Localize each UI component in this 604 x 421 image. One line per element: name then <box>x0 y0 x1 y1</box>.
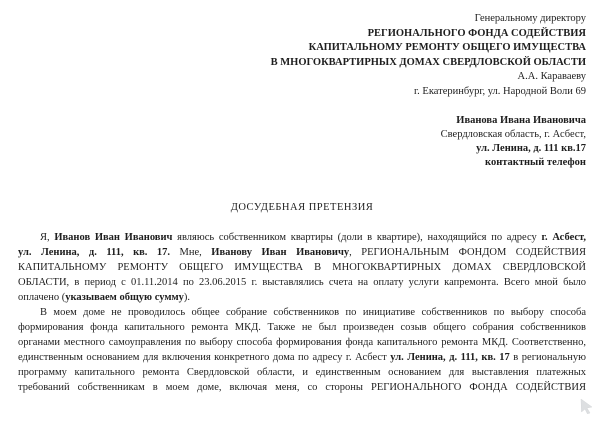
emphasized-text: указываем общую сумму <box>65 292 184 303</box>
text-segment: ОБЛАСТИ, в период с 01.11.2014 по 23.06.2015 г. выставлялись счета на оплату услуги капремонта. Всего мной было <box>18 277 586 288</box>
address-line: Иванова Ивана Ивановича <box>456 115 586 126</box>
text-segment: КАПИТАЛЬНОМУ РЕМОНТУ ОБЩЕГО ИМУЩЕСТВА В МНОГОКВАРТИРНЫХ ДОМАХ СВЕРДЛОВСКОЙ <box>18 262 586 273</box>
emphasized-text: Иванов Иван Иванович <box>54 232 173 243</box>
address-line: РЕГИОНАЛЬНОГО ФОНДА СОДЕЙСТВИЯ <box>367 27 586 39</box>
address-line: ул. Ленина, д. 111 кв.17 <box>476 143 586 154</box>
emphasized-text: ул. Ленина, д. 111, кв. 17 <box>390 352 510 363</box>
body-line <box>18 335 586 350</box>
text-segment: , РЕГИОНАЛЬНЫМ ФОНДОМ СОДЕЙСТВИЯ <box>349 247 587 258</box>
body-line <box>18 365 586 380</box>
emphasized-text: г. Асбест, <box>541 232 587 243</box>
address-line: Генеральному директору <box>474 13 586 24</box>
text-segment: требований собственникам в моем доме, включая меня, со стороны РЕГИОНАЛЬНОГО ФОНДА СОДЕЙСТВИЯ <box>18 382 586 393</box>
text-segment: оплачено ( <box>18 292 66 303</box>
body-line <box>18 290 586 305</box>
address-line: г. Екатеринбург, ул. Народной Воли 69 <box>414 85 586 97</box>
text-segment: формирования фонда капитального ремонта МКД. Также не был произведен созыв общего собрания собственников <box>18 322 586 333</box>
document-body <box>18 230 586 395</box>
text-segment: программу капитального ремонта Свердловской области, и единственным основанием для выставления платежных <box>18 367 586 378</box>
sender-block <box>18 114 586 170</box>
text-segment: являюсь собственником квартиры (доли в квартире), находящийся по адресу <box>172 232 542 243</box>
text-segment: единственным основанием для включения конкретного дома по адресу г. Асбест <box>18 352 391 363</box>
text-segment: ). <box>183 292 191 303</box>
body-line <box>18 350 586 365</box>
text-segment: органами местного самоуправления по выбору способа формирования фонда капитального ремонта МКД. Соответственно, <box>18 337 586 348</box>
text-segment: В моем доме не проводилось общее собрание собственников по инициативе собственников по выбору способа <box>40 307 586 318</box>
body-line <box>18 260 586 275</box>
body-line <box>18 305 586 320</box>
body-line <box>18 380 586 395</box>
paragraph <box>18 230 586 305</box>
emphasized-text: ул. Ленина, д. 111, кв. 17. <box>18 247 171 258</box>
address-line: А.А. Караваеву <box>517 71 586 82</box>
cursor-arrow-icon <box>579 398 595 414</box>
text-segment: Я, <box>40 232 55 243</box>
emphasized-text: Иванову Иван Ивановичу <box>211 247 350 258</box>
body-line <box>18 320 586 335</box>
recipient-block <box>18 12 586 99</box>
body-line <box>18 275 586 290</box>
paragraph <box>18 305 586 395</box>
text-segment: в региональную <box>509 352 586 363</box>
body-line <box>18 245 586 260</box>
body-line <box>18 230 586 245</box>
text-segment: Мне, <box>170 247 212 258</box>
address-line: В МНОГОКВАРТИРНЫХ ДОМАХ СВЕРДЛОВСКОЙ ОБЛАСТИ <box>270 56 586 68</box>
address-line: КАПИТАЛЬНОМУ РЕМОНТУ ОБЩЕГО ИМУЩЕСТВА <box>308 42 586 53</box>
address-line: Свердловская область, г. Асбест, <box>440 129 586 140</box>
document-title: ДОСУДЕБНАЯ ПРЕТЕНЗИЯ <box>230 202 374 213</box>
address-line: контактный телефон <box>485 157 586 168</box>
